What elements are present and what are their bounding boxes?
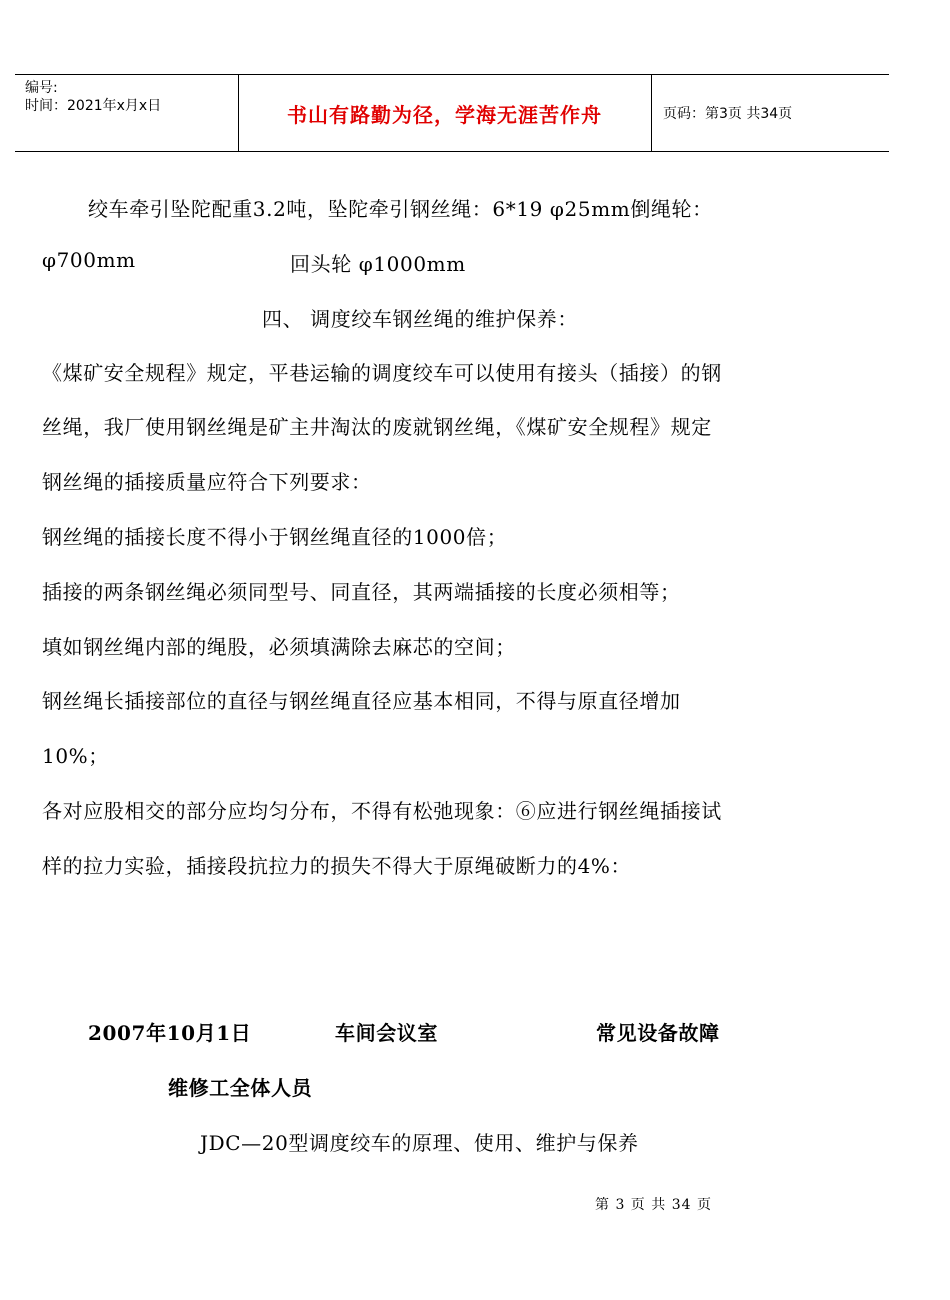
paragraph-line: 钢丝绳的插接质量应符合下列要求： (42, 470, 372, 494)
page-footer: 第 3 页 共 34 页 (595, 1197, 712, 1213)
meeting-date: 2007年10月1日 (88, 1021, 252, 1045)
spec-line-2b: 回头轮 φ1000mm (290, 252, 466, 276)
requirement-item: 样的拉力实验，插接段抗拉力的损失不得大于原绳破断力的4%： (42, 854, 632, 878)
header-page-info: 页码：第3页 共34页 (663, 106, 793, 122)
meeting-topic: 常见设备故障 (596, 1021, 720, 1045)
header-divider (651, 75, 652, 151)
document-header (15, 74, 889, 152)
meeting-attendees: 维修工全体人员 (168, 1076, 313, 1100)
requirement-item: 10%； (42, 744, 109, 768)
paragraph-line: 丝绳，我厂使用钢丝绳是矿主井淘汰的废就钢丝绳，《煤矿安全规程》规定 (42, 415, 712, 439)
requirement-item: 插接的两条钢丝绳必须同型号、同直径，其两端插接的长度必须相等； (42, 580, 681, 604)
meeting-place: 车间会议室 (335, 1021, 438, 1045)
spec-line-2a: φ700mm (42, 248, 136, 272)
section-heading: 四、 调度绞车钢丝绳的维护保养： (262, 307, 578, 331)
meeting-subject: JDC—20型调度绞车的原理、使用、维护与保养 (200, 1131, 639, 1155)
number-label: 编号: (25, 80, 58, 96)
date-label: 时间：2021年x月x日 (25, 98, 162, 114)
header-meta (25, 79, 161, 115)
requirement-item: 钢丝绳长插接部位的直径与钢丝绳直径应基本相同，不得与原直径增加 (42, 689, 681, 713)
requirement-item: 各对应股相交的部分应均匀分布，不得有松弛现象：⑥应进行钢丝绳插接试 (42, 799, 722, 823)
requirement-item: 填如钢丝绳内部的绳股，必须填满除去麻芯的空间； (42, 635, 516, 659)
spec-line-1: 绞车牵引坠陀配重3.2吨，坠陀牵引钢丝绳：6*19 φ25mm倒绳轮： (88, 197, 713, 221)
paragraph-line: 《煤矿安全规程》规定，平巷运输的调度绞车可以使用有接头（插接）的钢 (42, 361, 722, 385)
requirement-item: 钢丝绳的插接长度不得小于钢丝绳直径的1000倍； (42, 525, 508, 549)
header-motto: 书山有路勤为径，学海无涯苦作舟 (287, 102, 602, 127)
